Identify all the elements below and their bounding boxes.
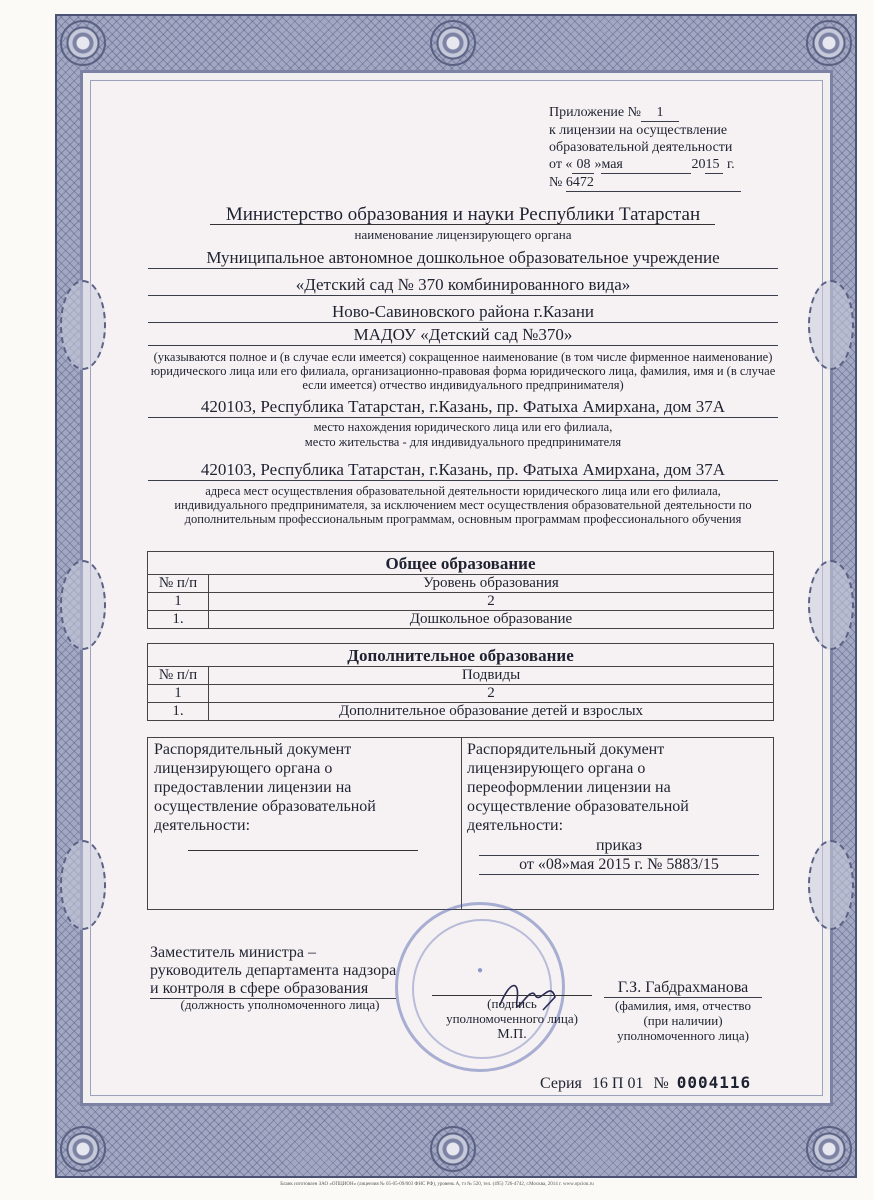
additional-education-table	[147, 643, 774, 721]
position-line3: и контроля в сфере образования	[150, 980, 396, 999]
col-num-header: № п/п	[148, 575, 209, 593]
additional-education-title: Дополнительное образование	[148, 644, 774, 667]
swirl-ornament-icon	[60, 280, 106, 370]
appendix-label: Приложение №	[549, 105, 641, 120]
position-caption: (должность уполномоченного лица)	[180, 997, 380, 1012]
rosette-ornament-icon	[60, 1126, 106, 1172]
signatory-name: Г.З. Габдрахманова	[604, 979, 762, 998]
date-month: мая	[601, 156, 691, 174]
orders-box	[147, 737, 774, 910]
table-row-value: Дошкольное образование	[209, 611, 774, 629]
table-row-num: 1.	[148, 703, 209, 721]
authority-underline	[210, 224, 715, 225]
appendix-line2: к лицензии на осуществление	[549, 123, 728, 138]
org-line3: Ново-Савиновского района г.Казани	[148, 302, 778, 323]
position-line1: Заместитель министра –	[150, 944, 316, 961]
col-index-1: 1	[148, 593, 209, 611]
year-suffix: 15	[705, 156, 723, 174]
reissue-order-type: приказ	[479, 837, 759, 856]
col-subtype-header: Подвиды	[209, 667, 774, 685]
appendix-line3: образовательной деятельности	[549, 140, 733, 155]
rosette-ornament-icon	[806, 20, 852, 66]
signature-caption-1: (подпись	[487, 996, 537, 1011]
date-mid: »	[594, 157, 602, 172]
swirl-ornament-icon	[60, 840, 106, 930]
col-level-header: Уровень образования	[209, 575, 774, 593]
org-caption: (указываются полное и (в случае если имеется) сокращенное наименование (в том числе фирменное наименование) юридического лица или его филиала, организационно-правовая форма юридического лица, фамилия, имя и (в случае если имеется) отчество индивидуального предпринимателя)	[150, 350, 776, 392]
year-unit: г.	[726, 157, 735, 172]
activity-caption: адреса мест осуществления образовательной деятельности юридического лица или его филиала, индивидуального предпринимателя, за исключением мест осуществления образовательной деятельности по дополнительным профессиональным программам, основным программам профессионального обучения	[174, 484, 752, 526]
appendix-header	[549, 104, 779, 192]
col-num-header: № п/п	[148, 667, 209, 685]
swirl-ornament-icon	[60, 560, 106, 650]
rosette-ornament-icon	[430, 20, 476, 66]
col-index-2: 2	[209, 593, 774, 611]
position-line2: руководитель департамента надзора	[150, 962, 397, 979]
series-code: 16 П 01	[591, 1075, 644, 1092]
signatory-position	[150, 944, 396, 999]
org-line1: Муниципальное автономное дошкольное образовательное учреждение	[148, 248, 778, 269]
reissue-order-text: Распорядительный документ лицензирующего органа о переоформлении лицензии на осуществление образовательной деятельности:	[467, 741, 689, 834]
number-label: №	[549, 175, 563, 190]
org-short-name: МАДОУ «Детский сад №370»	[148, 325, 778, 346]
org-line2: «Детский сад № 370 комбинированного вида»	[148, 275, 778, 296]
signature-caption-2: уполномоченного лица)	[446, 1011, 578, 1026]
appendix-number: 1	[641, 104, 679, 122]
grant-order-column	[148, 738, 462, 909]
name-caption-2: (при наличии)	[643, 1013, 723, 1028]
reissue-order-ref: от «08»мая 2015 г. № 5883/15	[479, 856, 759, 875]
official-seal-icon: ●	[395, 902, 565, 1072]
printer-footer: Бланк изготовлен ЗАО «ОПЦИОН» (лицензия № 05-05-09/003 ФНС РФ), уровень А, тз № 520, тел. (495) 726-4742, г.Москва, 2014 г. www.opcion.ru	[280, 1182, 594, 1187]
rosette-ornament-icon	[60, 20, 106, 66]
table-row-num: 1.	[148, 611, 209, 629]
swirl-ornament-icon	[808, 840, 854, 930]
general-education-table	[147, 551, 774, 629]
rosette-ornament-icon	[430, 1126, 476, 1172]
series-line	[540, 1073, 751, 1093]
authority-caption: наименование лицензирующего органа	[354, 227, 572, 242]
series-number-label: №	[653, 1075, 669, 1092]
general-education-title: Общее образование	[148, 552, 774, 575]
swirl-ornament-icon	[808, 560, 854, 650]
date-day: 08	[572, 156, 594, 174]
date-prefix: от «	[549, 157, 573, 172]
activity-address: 420103, Республика Татарстан, г.Казань, пр. Фатыха Амирхана, дом 37А	[148, 460, 778, 481]
year-prefix: 20	[691, 157, 706, 172]
reissue-order-column	[461, 738, 773, 909]
swirl-ornament-icon	[808, 280, 854, 370]
col-index-2: 2	[209, 685, 774, 703]
rosette-ornament-icon	[806, 1126, 852, 1172]
grant-order-blank	[188, 850, 418, 851]
location-caption-1: место нахождения юридического лица или его филиала,	[313, 420, 613, 434]
license-number: 6472	[566, 174, 741, 192]
location-caption-2: место жительства - для индивидуального предпринимателя	[304, 435, 622, 449]
location-address: 420103, Республика Татарстан, г.Казань, пр. Фатыха Амирхана, дом 37А	[148, 397, 778, 418]
authority-name: Министерство образования и науки Республики Татарстан	[225, 204, 701, 225]
series-label: Серия	[540, 1075, 582, 1092]
name-caption-1: (фамилия, имя, отчество	[615, 998, 751, 1013]
table-row-value: Дополнительное образование детей и взрослых	[209, 703, 774, 721]
stamp-label: М.П.	[497, 1027, 527, 1042]
col-index-1: 1	[148, 685, 209, 703]
series-number: 0004116	[676, 1073, 752, 1092]
grant-order-text: Распорядительный документ лицензирующего органа о предоставлении лицензии на осуществление образовательной деятельности:	[154, 741, 376, 834]
name-caption-3: уполномоченного лица)	[617, 1028, 749, 1043]
